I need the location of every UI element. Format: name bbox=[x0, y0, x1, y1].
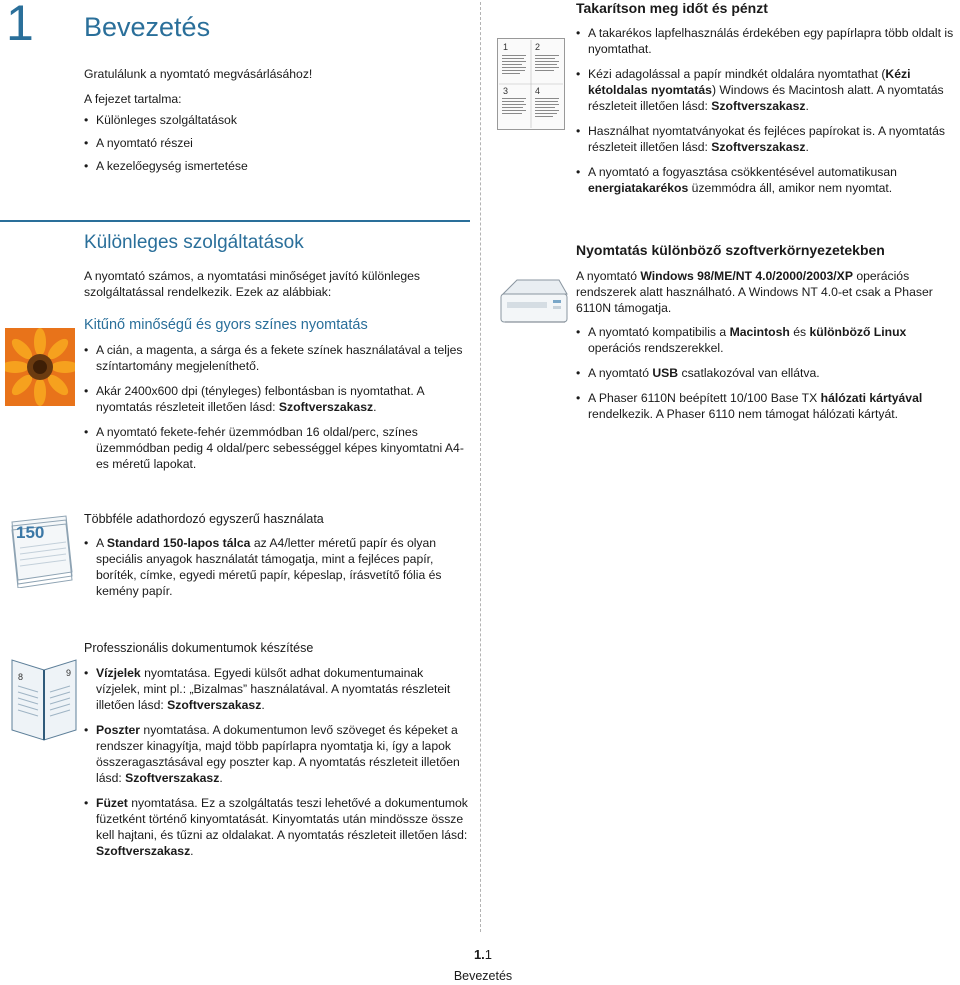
media-bullets bbox=[84, 535, 468, 599]
chapter-number: 1 bbox=[6, 0, 34, 51]
thumb-label: 1 bbox=[503, 42, 509, 52]
toc-item[interactable]: • Különleges szolgáltatások bbox=[84, 112, 464, 128]
list-item: • Használhat nyomtatványokat és fejléces papírokat is. A nyomtatás részleteit illetően lásd: Szoftverszakasz. bbox=[576, 123, 956, 155]
sunflower-image bbox=[5, 328, 75, 406]
thumb-label: 2 bbox=[535, 42, 541, 52]
list-item: • Akár 2400x600 dpi (tényleges) felbontásban is nyomtathat. A nyomtatás részleteit illetően lásd: Szoftverszakasz. bbox=[84, 383, 468, 415]
booklet-image bbox=[8, 652, 80, 742]
page-number: 9 bbox=[66, 668, 72, 678]
software-link[interactable]: Szoftverszakasz bbox=[167, 698, 262, 712]
paper-stack-image bbox=[8, 508, 74, 588]
list-item: • A nyomtató kompatibilis a Macintosh és különböző Linux operációs rendszerekkel. bbox=[576, 324, 960, 356]
page-number: 8 bbox=[18, 672, 24, 682]
env-bullets bbox=[576, 324, 960, 431]
list-item: • A Phaser 6110N beépített 10/100 Base TX hálózati kártyával rendelkezik. A Phaser 6110 nem támogat hálózati kártyát. bbox=[576, 390, 960, 422]
list-item: • A takarékos lapfelhasználás érdekében egy papírlapra több oldalt is nyomtathat. bbox=[576, 25, 956, 57]
pro-bullets bbox=[84, 665, 470, 868]
list-item: • A Standard 150-lapos tálca az A4/letter méretű papír és olyan speciális anyagok használatát támogatja, mint a fejléces papír, boríték, címke, egyedi méretű papír, képeslap, írásvetítő fólia és kemény papír. bbox=[84, 535, 468, 599]
list-item: • A nyomtató USB csatlakozóval van ellátva. bbox=[576, 365, 960, 381]
contents-label: A fejezet tartalma: bbox=[84, 92, 182, 106]
list-item: • A nyomtató fekete-fehér üzemmódban 16 oldal/perc, színes üzemmódban pedig 4 oldal/perc sebességgel képes kinyomtatni A4-es méretű lapokat. bbox=[84, 424, 468, 472]
multi-page-thumbnail bbox=[497, 38, 565, 130]
subsection-title: Professzionális dokumentumok készítése bbox=[84, 641, 314, 655]
software-link[interactable]: Szoftverszakasz bbox=[711, 99, 806, 113]
thumb-label: 4 bbox=[535, 86, 541, 96]
toc-list bbox=[84, 112, 464, 181]
color-bullets bbox=[84, 342, 468, 481]
list-item: • Vízjelek nyomtatása. Egyedi külsőt adhat dokumentumainak vízjelek, mint pl.: „Bizalmas” használatával. A nyomtatás részleteit illetően lásd: Szoftverszakasz. bbox=[84, 665, 470, 713]
subsection-title: Kitűnő minőségű és gyors színes nyomtatás bbox=[84, 317, 368, 333]
printer-image bbox=[497, 272, 569, 328]
list-item: • A nyomtató a fogyasztása csökkentésével automatikusan energiatakarékos üzemmódra áll, amikor nem nyomtat. bbox=[576, 164, 956, 196]
subsection-title: Többféle adathordozó egyszerű használata bbox=[84, 512, 324, 526]
env-title: Nyomtatás különböző szoftverkörnyezetekben bbox=[576, 242, 885, 258]
page-number-footer: 1.1 bbox=[473, 947, 493, 962]
software-link[interactable]: Szoftverszakasz bbox=[125, 771, 220, 785]
chapter-title: Bevezetés bbox=[84, 12, 211, 42]
save-section-title: Takarítson meg időt és pénzt bbox=[576, 0, 768, 16]
toc-item[interactable]: • A kezelőegység ismertetése bbox=[84, 158, 464, 174]
list-item: • A cián, a magenta, a sárga és a fekete színek használatával a teljes színtartomány megjeleníthető. bbox=[84, 342, 468, 374]
software-link[interactable]: Szoftverszakasz bbox=[96, 844, 191, 858]
footer-label: Bevezetés bbox=[453, 969, 513, 983]
greeting: Gratulálunk a nyomtató megvásárlásához! bbox=[84, 67, 313, 81]
section-rule bbox=[0, 220, 470, 222]
thumb-label: 3 bbox=[503, 86, 509, 96]
list-item: • Poszter nyomtatása. A dokumentumon levő szöveget és képeket a rendszer kinagyítja, majd több papírlapra nyomtatja ki, így a lapok összeragasztásával egy poszter kap. A nyomtatás részleteit illetően lásd: Szoftverszakasz. bbox=[84, 722, 470, 786]
save-bullets bbox=[576, 25, 956, 205]
list-item: • Kézi adagolással a papír mindkét oldalára nyomtathat (Kézi kétoldalas nyomtatás) Windows és Macintosh alatt. A nyomtatás részleteit illetően lásd: Szoftverszakasz. bbox=[576, 66, 956, 114]
toc-item[interactable]: • A nyomtató részei bbox=[84, 135, 464, 151]
env-intro: A nyomtató Windows 98/ME/NT 4.0/2000/2003/XP operációs rendszerek alatt használható. A Windows NT 4.0-et csak a Phaser 6110N támogatja. bbox=[576, 269, 933, 315]
list-item: • Füzet nyomtatása. Ez a szolgáltatás teszi lehetővé a dokumentumok füzetként történő kinyomtatását. Kinyomtatás után mindössze össze kell hajtani, és tűzni az oldalakat. A nyomtatás részleteit illetően lásd: Szoftverszakasz. bbox=[84, 795, 470, 859]
section-title: Különleges szolgáltatások bbox=[84, 232, 304, 253]
software-link[interactable]: Szoftverszakasz bbox=[278, 400, 374, 414]
column-divider bbox=[480, 2, 481, 932]
software-link[interactable]: Szoftverszakasz bbox=[711, 140, 806, 154]
section-intro: A nyomtató számos, a nyomtatási minőséget javító különleges szolgáltatással rendelkezik. Ezek az alábbiak: bbox=[84, 269, 421, 299]
stack-label: 150 bbox=[16, 523, 45, 542]
